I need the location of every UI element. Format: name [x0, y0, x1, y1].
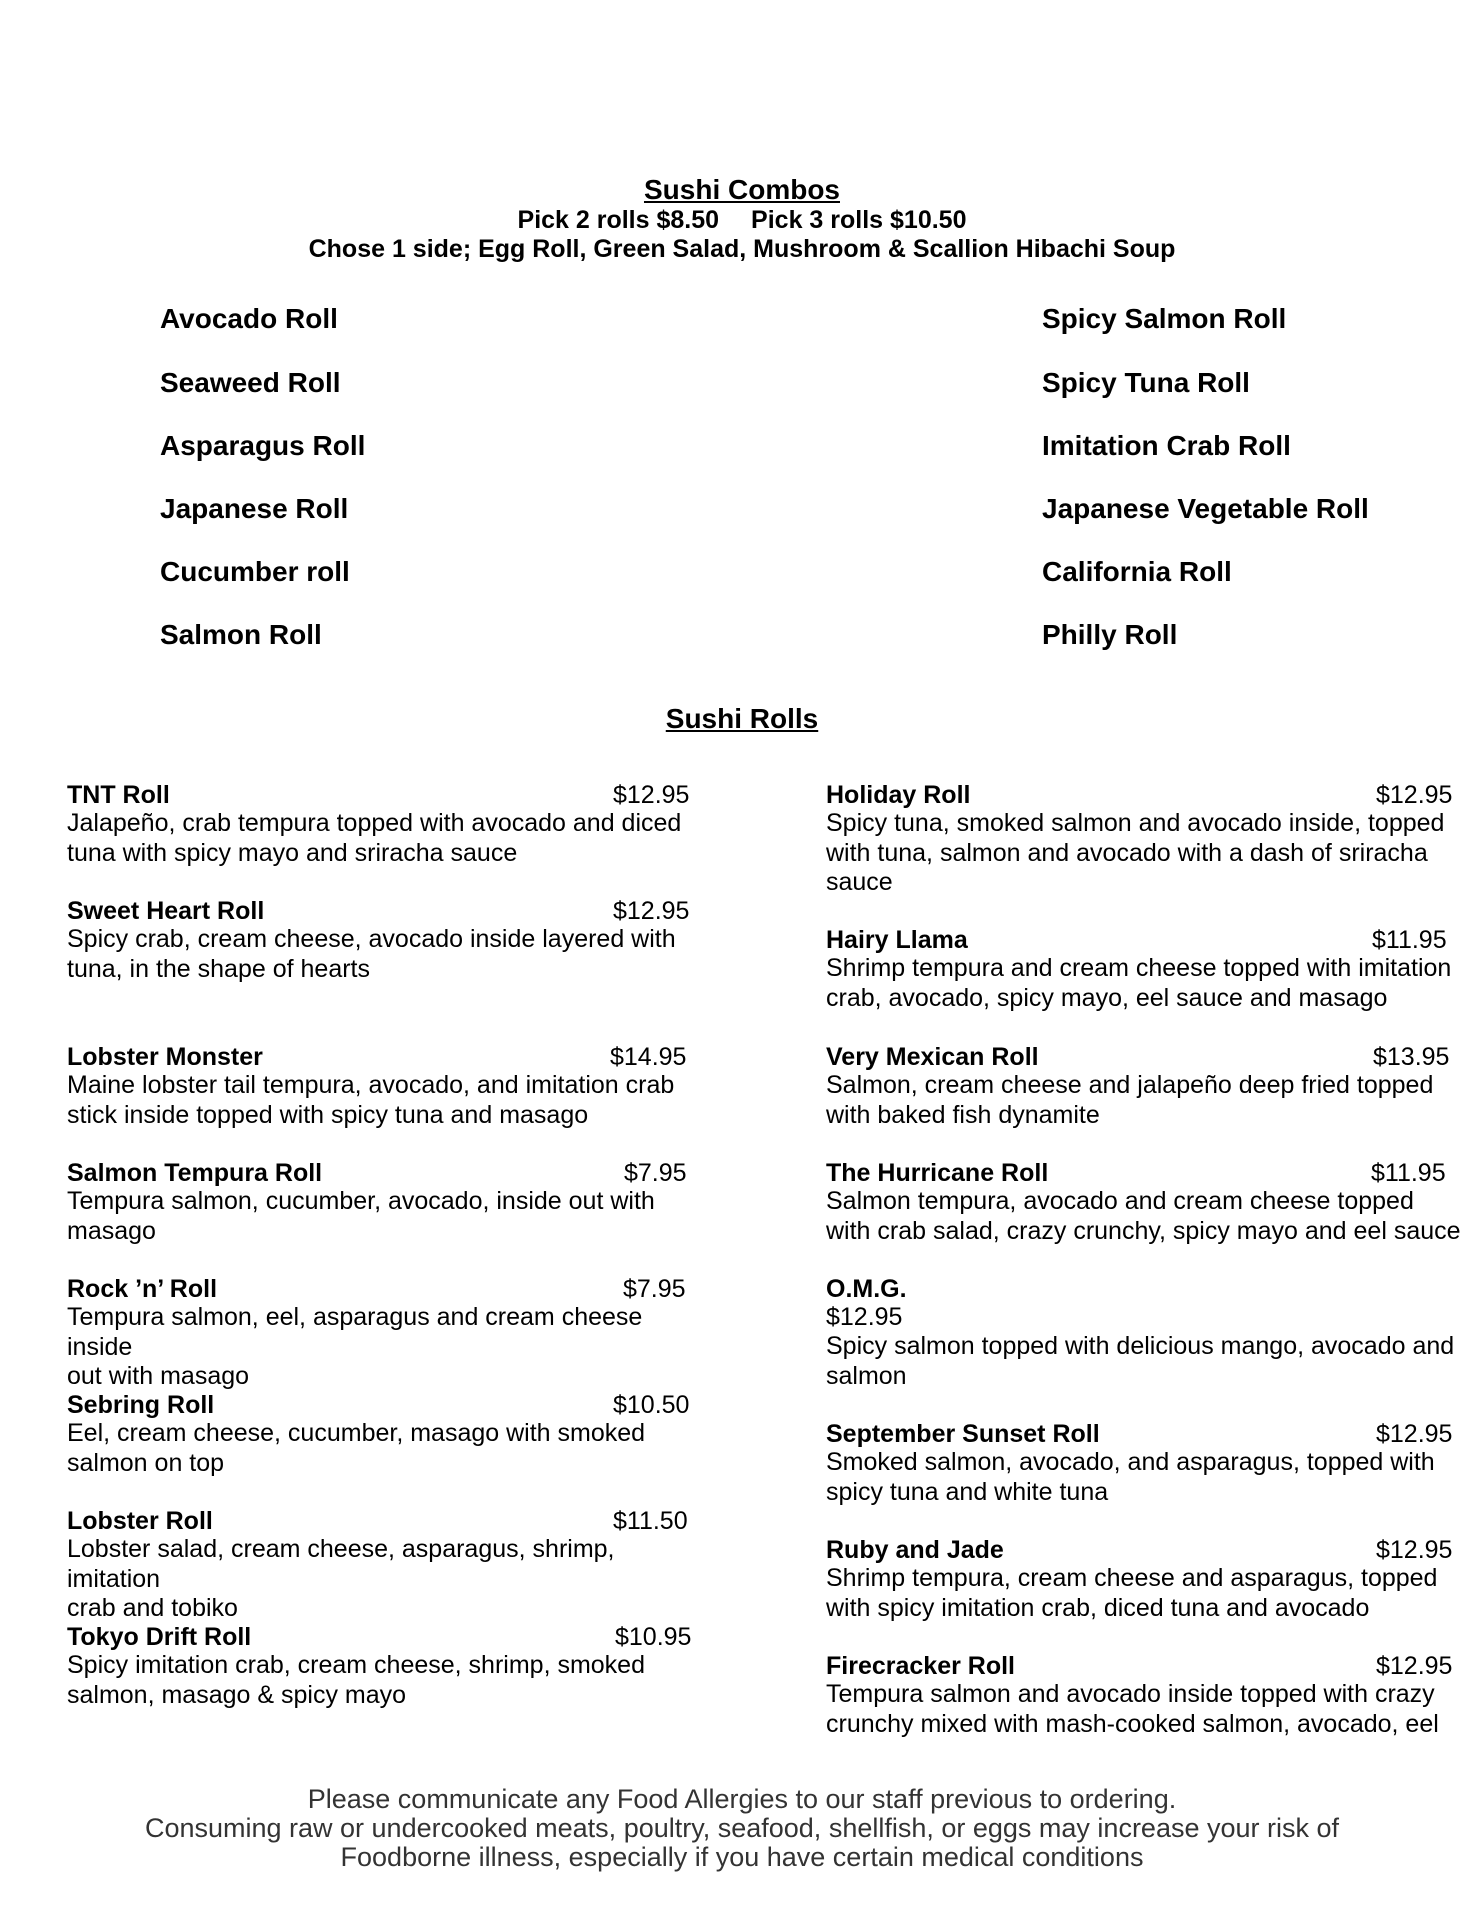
item-description: Spicy salmon topped with delicious mango, avocado and salmon [826, 1332, 1455, 1390]
item-price: $12.95 [613, 781, 690, 809]
combo-item: Seaweed Roll [160, 367, 341, 398]
item-name: Very Mexican Roll [826, 1043, 1039, 1071]
health-warning: Consuming raw or undercooked meats, poultry, seafood, shellfish, or eggs may increase your risk of [144, 1813, 1340, 1843]
item-description: Spicy crab, cream cheese, avocado inside layered with tuna, in the shape of hearts [67, 925, 676, 983]
item-price: $12.95 [1376, 1420, 1453, 1448]
combo-item: Imitation Crab Roll [1042, 430, 1291, 461]
combo-item: Japanese Roll [160, 493, 349, 524]
item-description: Salmon tempura, avocado and cream cheese topped with crab salad, crazy crunchy, spicy mayo and eel sauce [826, 1187, 1461, 1245]
item-price: $12.95 [613, 897, 690, 925]
item-price: $12.95 [1376, 1652, 1453, 1680]
item-description: Tempura salmon and avocado inside topped with crazy crunchy mixed with mash-cooked salmon, avocado, eel [826, 1680, 1439, 1738]
item-name: September Sunset Roll [826, 1420, 1100, 1448]
item-description: Tempura salmon, eel, asparagus and cream cheese inside out with masago [67, 1303, 643, 1390]
combo-item: Asparagus Roll [160, 430, 366, 461]
item-description: Eel, cream cheese, cucumber, masago with smoked salmon on top [67, 1419, 646, 1477]
allergy-notice: Please communicate any Food Allergies to our staff previous to ordering. [307, 1784, 1177, 1814]
item-name: Hairy Llama [826, 926, 968, 954]
combo-item: Spicy Tuna Roll [1042, 367, 1250, 398]
combos-pick3: Pick 3 rolls $10.50 [751, 206, 967, 234]
combo-item: Salmon Roll [160, 619, 322, 650]
combo-item: Philly Roll [1042, 619, 1178, 650]
combo-item: Avocado Roll [160, 303, 338, 334]
combo-item: Cucumber roll [160, 556, 350, 587]
item-price: $13.95 [1373, 1043, 1450, 1071]
item-price: $12.95 [1376, 781, 1453, 809]
item-description: Jalapeño, crab tempura topped with avocado and diced tuna with spicy mayo and sriracha sauce [67, 809, 682, 867]
item-description: Shrimp tempura and cream cheese topped with imitation crab, avocado, spicy mayo, eel sauce and masago [826, 954, 1452, 1012]
item-description: Salmon, cream cheese and jalapeño deep fried topped with baked fish dynamite [826, 1071, 1434, 1129]
item-name: Tokyo Drift Roll [67, 1623, 252, 1651]
item-name: Salmon Tempura Roll [67, 1159, 323, 1187]
rolls-title: Sushi Rolls [665, 703, 819, 734]
item-price: $11.50 [613, 1507, 688, 1535]
item-price: $12.95 [826, 1303, 903, 1331]
item-price: $12.95 [1376, 1536, 1453, 1564]
combos-sides: Chose 1 side; Egg Roll, Green Salad, Mushroom & Scallion Hibachi Soup [308, 235, 1176, 263]
item-name: O.M.G. [826, 1275, 907, 1303]
item-description: Tempura salmon, cucumber, avocado, inside out with masago [67, 1187, 655, 1245]
combo-item: Japanese Vegetable Roll [1042, 493, 1369, 524]
item-name: The Hurricane Roll [826, 1159, 1049, 1187]
item-price: $11.95 [1372, 926, 1447, 954]
combos-title: Sushi Combos [643, 174, 840, 205]
item-description: Spicy imitation crab, cream cheese, shrimp, smoked salmon, masago & spicy mayo [67, 1651, 645, 1709]
item-price: $7.95 [624, 1159, 687, 1187]
item-description: Smoked salmon, avocado, and asparagus, topped with spicy tuna and white tuna [826, 1448, 1435, 1506]
health-warning-continued: Foodborne illness, especially if you have certain medical conditions [340, 1842, 1144, 1872]
item-description: Shrimp tempura, cream cheese and asparagus, topped with spicy imitation crab, diced tuna and avocado [826, 1564, 1438, 1622]
item-price: $10.95 [615, 1623, 692, 1651]
item-price: $11.95 [1371, 1159, 1446, 1187]
item-name: Rock ’n’ Roll [67, 1275, 218, 1303]
combos-pricing [0, 206, 1484, 235]
item-description: Lobster salad, cream cheese, asparagus, shrimp, imitation crab and tobiko [67, 1535, 615, 1622]
item-price: $10.50 [613, 1391, 690, 1419]
item-name: Ruby and Jade [826, 1536, 1004, 1564]
combo-item: Spicy Salmon Roll [1042, 303, 1287, 334]
combos-pick2: Pick 2 rolls $8.50 [517, 206, 720, 234]
item-description: Spicy tuna, smoked salmon and avocado inside, topped with tuna, salmon and avocado with a dash of sriracha sauce [826, 809, 1445, 896]
item-name: TNT Roll [67, 781, 170, 809]
item-name: Holiday Roll [826, 781, 971, 809]
item-name: Sweet Heart Roll [67, 897, 265, 925]
item-name: Firecracker Roll [826, 1652, 1015, 1680]
item-name: Sebring Roll [67, 1391, 215, 1419]
item-price: $7.95 [623, 1275, 686, 1303]
item-name: Lobster Monster [67, 1043, 263, 1071]
item-price: $14.95 [610, 1043, 687, 1071]
item-name: Lobster Roll [67, 1507, 213, 1535]
item-description: Maine lobster tail tempura, avocado, and imitation crab stick inside topped with spicy tuna and masago [67, 1071, 675, 1129]
combo-item: California Roll [1042, 556, 1232, 587]
